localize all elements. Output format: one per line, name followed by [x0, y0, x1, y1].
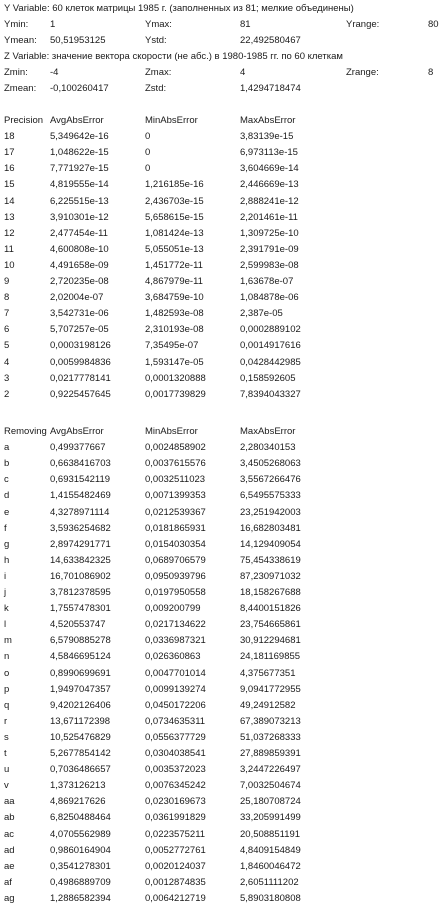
precision-row [0, 340, 446, 352]
zrange-label: Zrange: [346, 67, 379, 78]
precision-cell: 4,600808e-10 [50, 243, 109, 255]
removing-cell: 3,2447226497 [240, 764, 301, 776]
precision-row [0, 196, 446, 208]
y-variable-title: Y Variable: 60 клеток матрицы 1985 г. (заполненных из 81; мелкие объединены) [4, 3, 354, 14]
precision-cell: 2,310193e-08 [145, 324, 204, 336]
precision-cell: 1,593147e-05 [145, 356, 204, 368]
removing-row [0, 861, 446, 873]
removing-cell: a [4, 442, 10, 454]
precision-cell: 3,542731e-06 [50, 308, 109, 320]
removing-cell: 0,3541278301 [50, 860, 111, 872]
removing-cell: ae [4, 860, 15, 872]
removing-row [0, 684, 446, 696]
removing-cell: c [4, 474, 9, 486]
removing-cell: 0,0734635311 [145, 715, 206, 727]
removing-cell: v [4, 780, 9, 792]
removing-cell: ad [4, 844, 15, 856]
precision-cell: 12 [4, 227, 15, 239]
removing-cell: 0,0212539367 [145, 506, 206, 518]
removing-cell: h [4, 554, 10, 566]
precision-cell: 1,63678e-07 [240, 276, 294, 287]
zmax-value: 4 [240, 67, 246, 78]
ymin-label: Ymin: [4, 19, 29, 30]
precision-row [0, 228, 446, 240]
removing-cell: b [4, 458, 10, 470]
removing-cell: 0,0197950558 [145, 587, 206, 598]
ystd-value: 22,492580467 [240, 35, 301, 46]
precision-cell: 1,309725e-10 [240, 227, 299, 239]
removing-cell: 0,0556377729 [145, 731, 206, 743]
removing-cell: 0,0024858902 [145, 442, 206, 454]
removing-row [0, 732, 446, 744]
removing-cell: 0,0230169673 [145, 796, 206, 808]
yrange-label: Yrange: [346, 19, 380, 30]
removing-row [0, 571, 446, 583]
removing-cell: 33,205991499 [240, 812, 301, 824]
removing-cell: i [4, 570, 7, 582]
removing-cell: 0,0012874835 [145, 876, 206, 888]
precision-row [0, 260, 446, 272]
precision-cell: 0 [145, 147, 151, 159]
removing-cell: 2,280340153 [240, 442, 296, 454]
removing-cell: 3,7812378595 [50, 587, 111, 598]
removing-cell: n [4, 651, 10, 663]
zmean-label: Zmean: [4, 83, 37, 94]
precision-cell: 2,888241e-12 [240, 195, 299, 207]
precision-cell: 0,0428442985 [240, 356, 301, 368]
removing-cell: 0,0076345242 [145, 780, 206, 792]
zstd-value: 1,4294718474 [240, 83, 301, 94]
removing-cell: 7,0032504674 [240, 780, 301, 792]
precision-row [0, 276, 446, 288]
removing-cell: 0,4986889709 [50, 876, 111, 888]
removing-cell: u [4, 764, 10, 776]
precision-cell: 7,35495e-07 [145, 340, 199, 352]
removing-cell: 2,6051111202 [240, 876, 299, 888]
removing-cell: 4,375677351 [240, 667, 296, 679]
removing-cell: 27,889859391 [240, 748, 301, 759]
precision-cell: 1,081424e-13 [145, 227, 204, 239]
precision-cell: 3,83139e-15 [240, 131, 294, 143]
removing-cell: 1,9497047357 [50, 683, 111, 695]
removing-cell: 67,389073213 [240, 715, 301, 727]
precision-cell: 2,02004e-07 [50, 292, 104, 304]
removing-cell: k [4, 603, 9, 615]
removing-row [0, 587, 446, 599]
removing-row [0, 700, 446, 712]
removing-row [0, 877, 446, 889]
precision-cell: 7,8394043327 [240, 388, 301, 400]
removing-cell: 0,0037615576 [145, 458, 206, 470]
removing-cell: o [4, 667, 10, 679]
removing-row [0, 474, 446, 486]
removing-cell: 0,0020124037 [145, 860, 206, 872]
removing-row [0, 523, 446, 535]
precision-cell: 4,491658e-09 [50, 259, 109, 271]
removing-row [0, 490, 446, 502]
precision-row [0, 244, 446, 256]
removing-cell: 0,9860164904 [50, 844, 111, 856]
removing-row [0, 619, 446, 631]
precision-cell: 1,482593e-08 [145, 308, 204, 320]
removing-cell: 23,251942003 [240, 506, 301, 518]
ymin-value: 1 [50, 19, 56, 30]
removing-row [0, 748, 446, 760]
precision-cell: 0,9225457645 [50, 388, 111, 400]
removing-cell: 5,2677854142 [50, 748, 111, 759]
removing-cell: 13,671172398 [50, 715, 111, 727]
precision-cell: 6,973113e-15 [240, 147, 298, 159]
removing-cell: 20,508851191 [240, 828, 301, 840]
removing-cell: r [4, 715, 8, 727]
removing-cell: 4,869217626 [50, 796, 106, 808]
removing-cell: 6,5790885278 [50, 635, 111, 647]
removing-row [0, 603, 446, 615]
removing-cell: 3,5567266476 [240, 474, 301, 486]
removing-cell: 25,180708724 [240, 796, 301, 808]
removing-row [0, 829, 446, 841]
removing-cell: 0,0035372023 [145, 764, 206, 776]
precision-cell: 4 [4, 356, 10, 368]
removing-row [0, 555, 446, 567]
removing-cell: ac [4, 828, 15, 840]
precision-cell: 17 [4, 147, 15, 159]
precision-header-cell: MinAbsError [145, 115, 198, 126]
removing-cell: s [4, 731, 9, 743]
precision-cell: 5,707257e-05 [50, 324, 109, 336]
zstd-label: Zstd: [145, 83, 167, 94]
removing-cell: 14,129409054 [240, 538, 301, 550]
precision-cell: 1,451772e-11 [145, 259, 203, 271]
removing-cell: q [4, 699, 10, 711]
removing-cell: 16,682803481 [240, 522, 301, 534]
removing-row [0, 716, 446, 728]
precision-cell: 0,158592605 [240, 372, 296, 384]
precision-cell: 0,0003198126 [50, 340, 111, 352]
zmin-label: Zmin: [4, 67, 28, 78]
precision-cell: 5,658615e-15 [145, 211, 204, 223]
removing-row [0, 845, 446, 857]
removing-cell: g [4, 538, 10, 550]
removing-cell: 0,0361991829 [145, 812, 206, 824]
precision-cell: 0,0017739829 [145, 388, 206, 400]
removing-cell: 3,5936254682 [50, 522, 111, 534]
precision-row [0, 131, 446, 143]
precision-cell: 4,819555e-14 [50, 179, 109, 191]
removing-cell: 1,7557478301 [50, 603, 111, 615]
removing-cell: 4,520553747 [50, 619, 106, 631]
removing-cell: 18,158267688 [240, 587, 301, 598]
precision-cell: 1,048622e-15 [50, 147, 109, 159]
ystd-label: Ystd: [145, 35, 167, 46]
removing-cell: 23,754665861 [240, 619, 301, 631]
precision-cell: 1,084878e-06 [240, 292, 299, 304]
removing-cell: 0,026360863 [145, 651, 201, 663]
removing-row [0, 893, 446, 905]
removing-cell: 0,0032511023 [145, 474, 206, 486]
removing-header-cell: MinAbsError [145, 426, 198, 437]
precision-cell: 0 [145, 163, 151, 175]
precision-cell: 2,387e-05 [240, 308, 283, 320]
precision-cell: 2 [4, 388, 10, 400]
precision-cell: 1,216185e-16 [145, 179, 204, 191]
removing-cell: 0,0099139274 [145, 683, 206, 695]
removing-header-cell: AvgAbsError [50, 426, 104, 437]
removing-cell: 1,373126213 [50, 780, 106, 792]
precision-cell: 0,0014917616 [240, 340, 301, 352]
removing-cell: 0,0217134622 [145, 619, 206, 631]
precision-cell: 9 [4, 276, 10, 287]
removing-cell: 1,2886582394 [50, 892, 111, 904]
removing-cell: t [4, 748, 7, 759]
precision-row [0, 147, 446, 159]
precision-row [0, 373, 446, 385]
precision-cell: 5,055051e-13 [145, 243, 204, 255]
removing-cell: f [4, 522, 7, 534]
removing-cell: 9,4202126406 [50, 699, 111, 711]
removing-cell: 4,8409154849 [240, 844, 301, 856]
removing-cell: 0,0689706579 [145, 554, 206, 566]
removing-cell: 0,0071399353 [145, 490, 206, 502]
precision-cell: 2,477454e-11 [50, 227, 108, 239]
precision-cell: 2,436703e-15 [145, 195, 204, 207]
removing-cell: 0,0052772761 [145, 844, 206, 856]
removing-cell: 0,0064212719 [145, 892, 206, 904]
removing-cell: 0,6931542119 [50, 474, 111, 486]
removing-cell: 1,8460046472 [240, 860, 301, 872]
removing-cell: 16,701086902 [50, 570, 111, 582]
removing-cell: 51,037268333 [240, 731, 301, 743]
removing-cell: 30,912294681 [240, 635, 301, 647]
removing-row [0, 442, 446, 454]
ymean-label: Ymean: [4, 35, 37, 46]
precision-cell: 14 [4, 195, 15, 207]
removing-cell: d [4, 490, 10, 502]
removing-cell: 24,181169855 [240, 651, 301, 663]
removing-cell: 0,499377667 [50, 442, 106, 454]
removing-cell: l [4, 619, 7, 631]
removing-row [0, 812, 446, 824]
zrange-value: 8 [428, 67, 434, 78]
removing-cell: 87,230971032 [240, 570, 301, 582]
precision-cell: 4,867979e-11 [145, 276, 203, 287]
removing-cell: 0,0336987321 [145, 635, 206, 647]
removing-cell: 14,633842325 [50, 554, 111, 566]
removing-cell: 0,009200799 [145, 603, 201, 615]
precision-cell: 2,599983e-08 [240, 259, 299, 271]
precision-header-row [0, 115, 446, 127]
precision-cell: 2,720235e-08 [50, 276, 109, 287]
removing-cell: 0,0047701014 [145, 667, 206, 679]
precision-row [0, 357, 446, 369]
removing-row [0, 764, 446, 776]
yrange-value: 80 [428, 19, 439, 30]
removing-row [0, 507, 446, 519]
removing-cell: p [4, 683, 10, 695]
removing-row [0, 635, 446, 647]
precision-row [0, 324, 446, 336]
removing-row [0, 796, 446, 808]
removing-cell: 49,24912582 [240, 699, 296, 711]
removing-cell: j [4, 587, 7, 598]
ymax-label: Ymax: [145, 19, 172, 30]
precision-header-cell: AvgAbsError [50, 115, 104, 126]
precision-row [0, 389, 446, 401]
removing-cell: 0,0450172206 [145, 699, 206, 711]
removing-row [0, 651, 446, 663]
precision-cell: 0 [145, 131, 151, 143]
removing-cell: 9,0941772955 [240, 683, 301, 695]
precision-cell: 3 [4, 372, 10, 384]
precision-cell: 7 [4, 308, 10, 320]
removing-cell: 2,8974291771 [50, 538, 111, 550]
removing-cell: 0,0950939796 [145, 570, 206, 582]
removing-cell: 0,0154030354 [145, 538, 206, 550]
precision-cell: 0,0217778141 [50, 372, 111, 384]
precision-cell: 13 [4, 211, 15, 223]
removing-cell: 4,3278971114 [50, 506, 110, 518]
precision-cell: 7,771927e-15 [50, 163, 109, 175]
removing-cell: 1,4155482469 [50, 490, 111, 502]
precision-cell: 3,910301e-12 [50, 211, 109, 223]
precision-cell: 8 [4, 292, 10, 304]
removing-cell: 6,8250488464 [50, 812, 111, 824]
removing-row [0, 539, 446, 551]
removing-cell: m [4, 635, 12, 647]
removing-row [0, 458, 446, 470]
precision-cell: 6,225515e-13 [50, 195, 109, 207]
precision-cell: 11 [4, 243, 14, 255]
precision-row [0, 292, 446, 304]
removing-cell: 3,4505268063 [240, 458, 301, 470]
precision-cell: 5 [4, 340, 10, 352]
precision-row [0, 212, 446, 224]
precision-row [0, 163, 446, 175]
removing-cell: ab [4, 812, 15, 824]
removing-cell: 4,0705562989 [50, 828, 111, 840]
removing-cell: ag [4, 892, 15, 904]
precision-header-cell: Precision [4, 115, 44, 126]
removing-cell: 8,4400151826 [240, 603, 301, 615]
removing-header-cell: MaxAbsError [240, 426, 296, 437]
precision-cell: 10 [4, 259, 15, 271]
removing-cell: e [4, 506, 10, 518]
removing-cell: 4,5846695124 [50, 651, 111, 663]
precision-cell: 3,604669e-14 [240, 163, 299, 175]
removing-cell: 6,5495575333 [240, 490, 301, 502]
removing-row [0, 780, 446, 792]
precision-cell: 0,0001320888 [145, 372, 206, 384]
precision-cell: 3,684759e-10 [145, 292, 204, 304]
z-variable-title: Z Variable: значение вектора скорости (не абс.) в 1980-1985 гг. по 60 клеткам [4, 51, 343, 62]
removing-cell: 0,0223575211 [145, 828, 206, 840]
precision-row [0, 179, 446, 191]
removing-cell: aa [4, 796, 15, 808]
removing-row [0, 668, 446, 680]
zmax-label: Zmax: [145, 67, 172, 78]
zmean-value: -0,100260417 [50, 83, 109, 94]
precision-cell: 0,0002889102 [240, 324, 301, 336]
precision-cell: 15 [4, 179, 15, 191]
precision-cell: 2,391791e-09 [240, 243, 299, 255]
removing-cell: 10,525476829 [50, 731, 111, 743]
removing-cell: 0,0304038541 [145, 748, 206, 759]
precision-cell: 18 [4, 131, 15, 143]
precision-cell: 16 [4, 163, 15, 175]
precision-row [0, 308, 446, 320]
removing-cell: af [4, 876, 12, 888]
precision-cell: 0,0059984836 [50, 356, 111, 368]
removing-header-row [0, 426, 446, 438]
precision-cell: 2,446669e-13 [240, 179, 299, 191]
removing-cell: 5,8903180808 [240, 892, 301, 904]
ymean-value: 50,51953125 [50, 35, 106, 46]
precision-cell: 6 [4, 324, 10, 336]
precision-cell: 2,201461e-11 [240, 211, 298, 223]
precision-cell: 5,349642e-16 [50, 131, 109, 143]
removing-cell: 0,7036486657 [50, 764, 111, 776]
removing-cell: 0,6638416703 [50, 458, 111, 470]
zmin-value: -4 [50, 67, 59, 78]
removing-header-cell: Removing [4, 426, 47, 437]
removing-cell: 75,454338619 [240, 554, 301, 566]
precision-header-cell: MaxAbsError [240, 115, 296, 126]
removing-cell: 0,8990699691 [50, 667, 111, 679]
removing-cell: 0,0181865931 [145, 522, 206, 534]
ymax-value: 81 [240, 19, 251, 30]
